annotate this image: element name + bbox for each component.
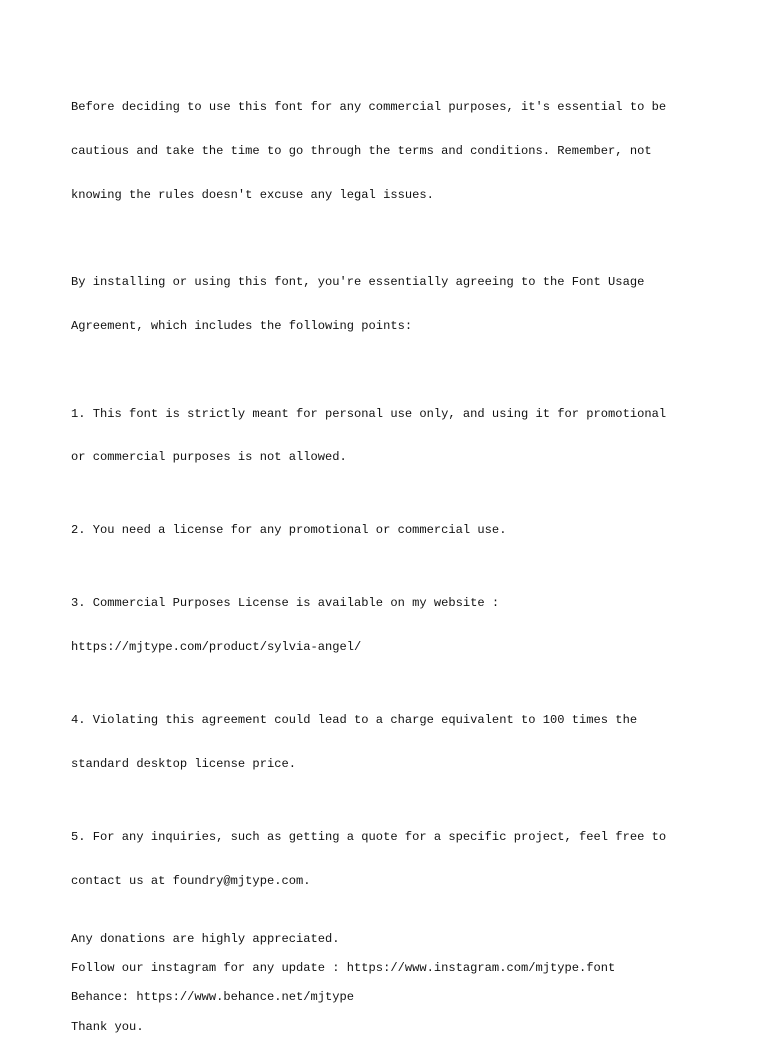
- agreement-paragraph: [71, 246, 711, 363]
- instagram-paragraph: Follow our instagram for any update : https://www.instagram.com/mjtype.font: [71, 961, 616, 976]
- text-line: By installing or using this font, you're essentially agreeing to the Font Usage: [71, 275, 645, 290]
- text-line: 5. For any inquiries, such as getting a quote for a specific project, feel free to: [71, 829, 667, 844]
- license-url-text: https://mjtype.com/product/sylvia-angel/: [71, 640, 362, 655]
- donations-paragraph: Any donations are highly appreciated.: [71, 932, 340, 947]
- list-item: [71, 494, 711, 567]
- agreement-points-list: [71, 377, 711, 917]
- text-line: Agreement, which includes the following points:: [71, 319, 413, 334]
- list-item: [71, 684, 711, 801]
- list-item: [71, 801, 711, 918]
- text-line: 3. Commercial Purposes License is available on my website :: [71, 596, 500, 611]
- text-line: 1. This font is strictly meant for personal use only, and using it for promotional: [71, 406, 667, 421]
- intro-paragraph: [71, 71, 711, 232]
- text-line: knowing the rules doesn't excuse any legal issues.: [71, 187, 434, 202]
- text-line: Before deciding to use this font for any commercial purposes, it's essential to be: [71, 100, 667, 115]
- text-line: cautious and take the time to go through the terms and conditions. Remember, not: [71, 143, 652, 158]
- list-item: [71, 377, 711, 494]
- text-line: or commercial purposes is not allowed.: [71, 450, 347, 465]
- contact-email-text: contact us at foundry@mjtype.com.: [71, 873, 311, 888]
- behance-paragraph: Behance: https://www.behance.net/mjtype: [71, 990, 355, 1005]
- document-page: [71, 71, 711, 1049]
- list-item: [71, 567, 711, 684]
- text-line: standard desktop license price.: [71, 756, 296, 771]
- text-line: 2. You need a license for any promotional or commercial use.: [71, 523, 507, 538]
- closing-paragraph: Thank you.: [71, 1019, 144, 1034]
- text-line: 4. Violating this agreement could lead to a charge equivalent to 100 times the: [71, 713, 638, 728]
